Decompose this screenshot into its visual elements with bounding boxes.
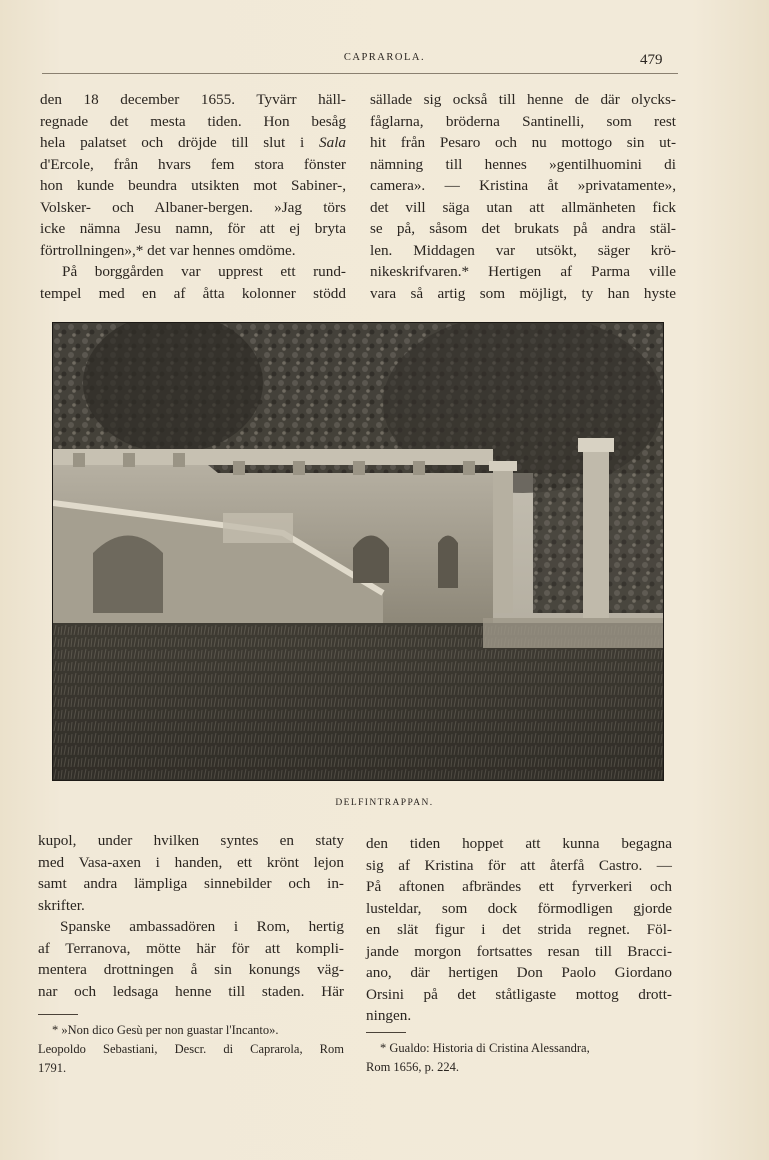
text-line: en slät figur i det strida regnet. Föl- — [366, 921, 672, 938]
running-title: CAPRAROLA. — [343, 52, 426, 63]
text-line: nämning till hennes »gentilhuomini di — [370, 155, 676, 173]
text-line: den tiden hoppet att kunna begagna — [366, 835, 672, 852]
text-line: se på, såsom det brukats på andra stäl- — [370, 220, 676, 237]
text-line: Spanske ambassadören i Rom, hertig — [60, 918, 344, 935]
text-line: hon kunde beundra utsikten mot Sabiner-, — [40, 177, 346, 194]
arched-doorway — [353, 536, 389, 584]
text-line: camera». — Kristina åt »privatamente», — [370, 177, 676, 194]
footnote-line: * Gualdo: Historia di Cristina Alessandra, — [380, 1041, 590, 1055]
caryatid-statue — [493, 463, 513, 613]
photograph-delfintrappan — [52, 322, 664, 781]
footnote-line: Leopoldo Sebastiani, Descr. di Caprarola, Rom — [38, 1042, 344, 1056]
footnote-rule — [366, 1032, 406, 1033]
text-line: samt andra lämpliga sinnebilder och in- — [38, 875, 344, 892]
footnote-line: * »Non dico Gesù per non guastar l'Incanto». — [52, 1023, 279, 1037]
text-line: sig af Kristina för att återfå Castro. — — [366, 856, 672, 874]
text-column-bottom-right — [366, 833, 672, 1027]
text-line: jande morgon fortsattes resan till Bracci- — [366, 942, 672, 960]
text-line: hit från Pesaro och nu mottogo sin ut- — [370, 134, 676, 151]
text-line: mentera drottningen å sin konungs väg- — [38, 961, 344, 978]
text-column-top-left — [40, 89, 346, 304]
text-line: Volsker- och Albaner-bergen. »Jag törs — [40, 198, 346, 216]
footnote-line: 1791. — [38, 1061, 67, 1075]
text-line: Orsini på det ståtligaste mottog drott- — [366, 985, 672, 1003]
text-line: kupol, under hvilken syntes en staty — [38, 832, 344, 849]
text-line: den 18 december 1655. Tyvärr häll- — [40, 91, 346, 108]
text-line: ningen. — [366, 1007, 412, 1024]
text-line: nar och ledsaga henne till staden. Här — [38, 982, 344, 1000]
text-line: vara så artig som möjligt, ty han hyste — [370, 284, 676, 302]
text-line: af Terranova, mötte här för att kompli- — [38, 939, 344, 957]
text-line: regnade det mesta tiden. Hon besåg — [40, 112, 346, 130]
text-line: skrifter. — [38, 896, 85, 914]
page-number: 479 — [640, 52, 663, 68]
footnote-left — [38, 1021, 344, 1078]
figure-caption: DELFINTRAPPAN. — [335, 798, 434, 808]
text-line: d'Ercole, från hvars fem stora fönster — [40, 155, 346, 173]
footnote-rule — [38, 1014, 78, 1015]
text-line: lusteldar, som dock förmodligen gjorde — [366, 899, 672, 917]
text-column-top-right — [370, 89, 676, 304]
text-line: med Vasa-axen i handen, ett krönt lejon — [38, 853, 344, 871]
text-line: ano, där hertigen Don Paolo Giordano — [366, 964, 672, 981]
text-line: På borggården var upprest ett rund- — [62, 263, 346, 280]
text-line: len. Middagen var utsökt, säger krö- — [370, 241, 676, 259]
text-line: förtrollningen»,* det var hennes omdöme. — [40, 241, 296, 259]
footnote-line: Rom 1656, p. 224. — [366, 1060, 460, 1074]
caryatid-statue — [583, 443, 609, 618]
text-line: sällade sig också till henne de där olycks- — [370, 91, 676, 108]
niche — [93, 536, 163, 614]
header-rule — [42, 73, 678, 74]
text-line-part: hela palatset och dröjde till slut i — [40, 134, 305, 151]
footnote-right — [366, 1039, 676, 1077]
italic-word: Sala — [319, 134, 347, 151]
text-line — [40, 132, 346, 154]
text-line: På aftonen afbrändes ett fyrverkeri och — [366, 878, 672, 895]
text-line: icke nämna Jesu namn, för att ej bryta — [40, 220, 346, 237]
text-line: tempel med en af åtta kolonner stödd — [40, 284, 346, 302]
text-column-bottom-left — [38, 830, 344, 1002]
text-line: nikeskrifvaren.* Hertigen af Parma ville — [370, 263, 676, 280]
text-line: fåglarna, bröderna Santinelli, som rest — [370, 112, 676, 130]
text-line: det vill säga utan att allmänheten fick — [370, 198, 676, 216]
garden-staircase-illustration — [53, 323, 663, 780]
